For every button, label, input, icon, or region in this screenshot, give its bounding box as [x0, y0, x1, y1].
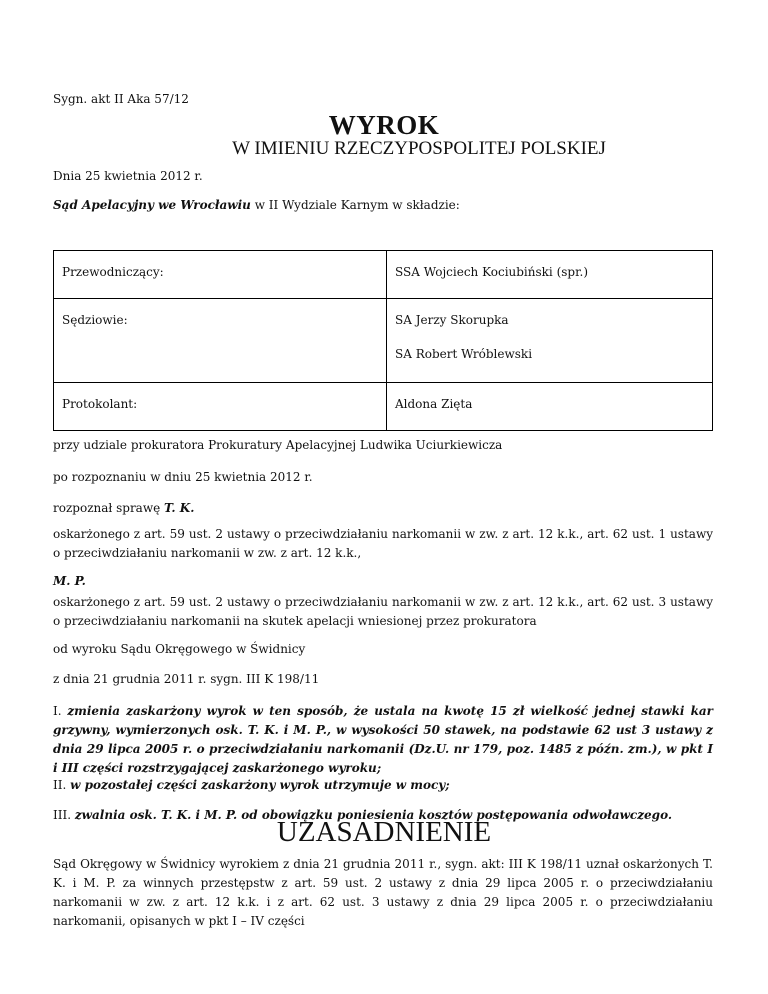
charge-paragraph: oskarżonego z art. 59 ust. 2 ustawy o przeciwdziałaniu narkomanii w zw. z art. 12 k.k., art. 62 ust. 3 ustawy o przeciwdziałaniu narkomanii na skutek apelacji wniesionej przez prokuratora [53, 595, 713, 628]
ruling-text: w pozostałej części zaskarżony wyrok utrzymuje w mocy; [70, 778, 450, 792]
ruling-item [53, 702, 713, 778]
prosecutor-line: przy udziale prokuratora Prokuratury Apelacyjnej Ludwika Uciurkiewicza [53, 438, 503, 452]
case-intro-line [53, 499, 713, 518]
bench-member: SA Robert Wróblewski [395, 347, 533, 361]
defendant-name: M. P. [53, 574, 86, 588]
justification-heading: UZASADNIENIE [276, 816, 492, 848]
bench-members [387, 383, 713, 431]
date-line: Dnia 25 kwietnia 2012 r. [53, 169, 203, 183]
ruling-text: zwalnia osk. T. K. i M. P. od obowiązku poniesienia kosztów postępowania odwoławczego. [74, 808, 673, 822]
appeal-from-line: od wyroku Sądu Okręgowego w Świdnicy [53, 642, 306, 656]
court-line [53, 196, 713, 215]
justification-paragraph: Sąd Okręgowy w Świdnicy wyrokiem z dnia 21 grudnia 2011 r., sygn. akt: III K 198/11 uznał oskarżonych T. K. i M. P. za winnych przestępstw z art. 59 ust. 2 ustawy z dnia 29 lipca 2005 r. o przeciwdziałaniu narkomanii w zw. z art. 12 k.k. i z art. 62 ust. 3 ustawy z dnia 29 lipca 2005 r. o przeciwdziałaniu narkomanii, opisanych w pkt I – IV części [53, 857, 713, 928]
bench-role: Sędziowie: [54, 299, 387, 383]
document-title: WYROK [328, 110, 440, 140]
bench-table [53, 250, 713, 431]
bench-role: Przewodniczący: [54, 251, 387, 299]
document-subtitle: W IMIENIU RZECZYPOSPOLITEJ POLSKIEJ [232, 138, 606, 159]
bench-row [54, 383, 713, 431]
bench-member: Aldona Zięta [395, 397, 473, 411]
hearing-line: po rozpoznaniu w dniu 25 kwietnia 2012 r. [53, 470, 313, 484]
ruling-number: III. [53, 808, 75, 822]
bench-row [54, 299, 713, 383]
bench-row [54, 251, 713, 299]
defendant-name: T. K. [164, 501, 195, 515]
case-intro-text: rozpoznał sprawę [53, 501, 165, 515]
case-signature: Sygn. akt II Aka 57/12 [53, 92, 189, 106]
bench-member: SA Jerzy Skorupka [395, 313, 509, 327]
court-name: Sąd Apelacyjny we Wrocławiu [53, 198, 251, 212]
ruling-text: zmienia zaskarżony wyrok w ten sposób, że ustala na kwotę 15 zł wielkość jednej stawki kar grzywny, wymierzonych osk. T. K. i M. P., w wysokości 50 stawek, na podstawie 62 ust 3 ustawy z dnia 29 lipca 2005 r. o przeciwdziałaniu narkomanii (Dz.U. nr 179, poz. 1485 z późn. zm.), w pkt I i III części rozstrzygającej zaskarżonego wyroku; [53, 704, 713, 775]
bench-member: SSA Wojciech Kociubiński (spr.) [395, 265, 589, 279]
appeal-date-line: z dnia 21 grudnia 2011 r. sygn. III K 198/11 [53, 672, 320, 686]
charge-paragraph: oskarżonego z art. 59 ust. 2 ustawy o przeciwdziałaniu narkomanii w zw. z art. 12 k.k., art. 62 ust. 1 ustawy o przeciwdziałaniu narkomanii w zw. z art. 12 k.k., [53, 527, 713, 560]
bench-members [387, 299, 713, 383]
bench-role: Protokolant: [54, 383, 387, 431]
bench-members [387, 251, 713, 299]
court-composition-text: w II Wydziale Karnym w składzie: [250, 198, 460, 212]
ruling-number: II. [53, 778, 71, 792]
ruling-number: I. [53, 704, 68, 718]
ruling-item [53, 776, 713, 795]
